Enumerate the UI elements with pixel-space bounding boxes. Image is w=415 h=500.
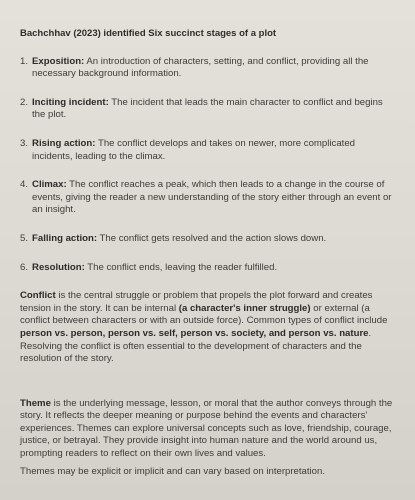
- stage-description: The conflict reaches a peak, which then leads to a change in the course of events, giving the reader a new understanding of the story either through an event or an insight.: [32, 179, 392, 216]
- stage-climax: [20, 179, 397, 217]
- section-title: Bachchhav (2023) identified Six succinct stages of a plot: [20, 28, 277, 39]
- stage-description: The incident that leads the main character to conflict and begins the plot.: [32, 96, 383, 121]
- stage-label: Resolution:: [32, 261, 85, 273]
- stage-falling-action: [20, 233, 397, 246]
- stage-exposition: [20, 56, 397, 81]
- conflict-term: Conflict: [20, 290, 56, 302]
- conflict-text-1: is the central struggle or problem that propels the plot forward and creates tension in the story. It can be internal: [20, 290, 373, 314]
- stage-label: Climax:: [32, 179, 67, 191]
- theme-paragraph: [20, 398, 397, 461]
- stage-description: An introduction of characters, setting, and conflict, providing all the necessary background information.: [32, 55, 369, 80]
- theme-text: is the underlying message, lesson, or moral that the author conveys through the story. It reflects the deeper meaning or purpose behind the events and characters' experiences. Themes can explore universal concepts such as love, friendship, courage, justice, or betrayal. They provide insight into human nature and the world around us, prompting readers to reflect on their own lives and values.: [20, 397, 393, 460]
- stage-description: The conflict ends, leaving the reader fulfilled.: [87, 261, 278, 273]
- stage-number: 2.: [20, 96, 29, 108]
- stage-number: 5.: [20, 232, 29, 244]
- stage-number: 4.: [20, 179, 29, 191]
- conflict-text-3: . Resolving the conflict is often essential to the development of characters and the resolution of the story.: [20, 327, 372, 365]
- stage-description: The conflict develops and takes on newer, more complicated incidents, leading to the climax.: [32, 137, 355, 162]
- stage-label: Falling action:: [32, 232, 98, 244]
- conflict-paragraph: [20, 290, 397, 366]
- stage-inciting-incident: [20, 97, 397, 122]
- stage-number: 3.: [20, 137, 29, 149]
- theme-term: Theme: [20, 397, 51, 409]
- stage-description: The conflict gets resolved and the action slows down.: [99, 232, 327, 244]
- theme-closing-line: Themes may be explicit or implicit and can vary based on interpretation.: [20, 465, 326, 477]
- stage-label: Rising action:: [32, 137, 96, 149]
- stage-label: Exposition:: [32, 55, 85, 67]
- stage-number: 6.: [20, 261, 29, 273]
- conflict-types: person vs. person, person vs. self, person vs. society, and person vs. nature: [20, 327, 369, 339]
- conflict-text-2: or external (a conflict between characters or with an outside force). Common types of conflict include: [20, 302, 388, 327]
- conflict-internal-example: (a character's inner struggle): [178, 302, 311, 314]
- stage-number: 1.: [20, 55, 29, 67]
- stage-resolution: [20, 262, 397, 275]
- stage-rising-action: [20, 138, 397, 163]
- stage-label: Inciting incident:: [32, 96, 109, 108]
